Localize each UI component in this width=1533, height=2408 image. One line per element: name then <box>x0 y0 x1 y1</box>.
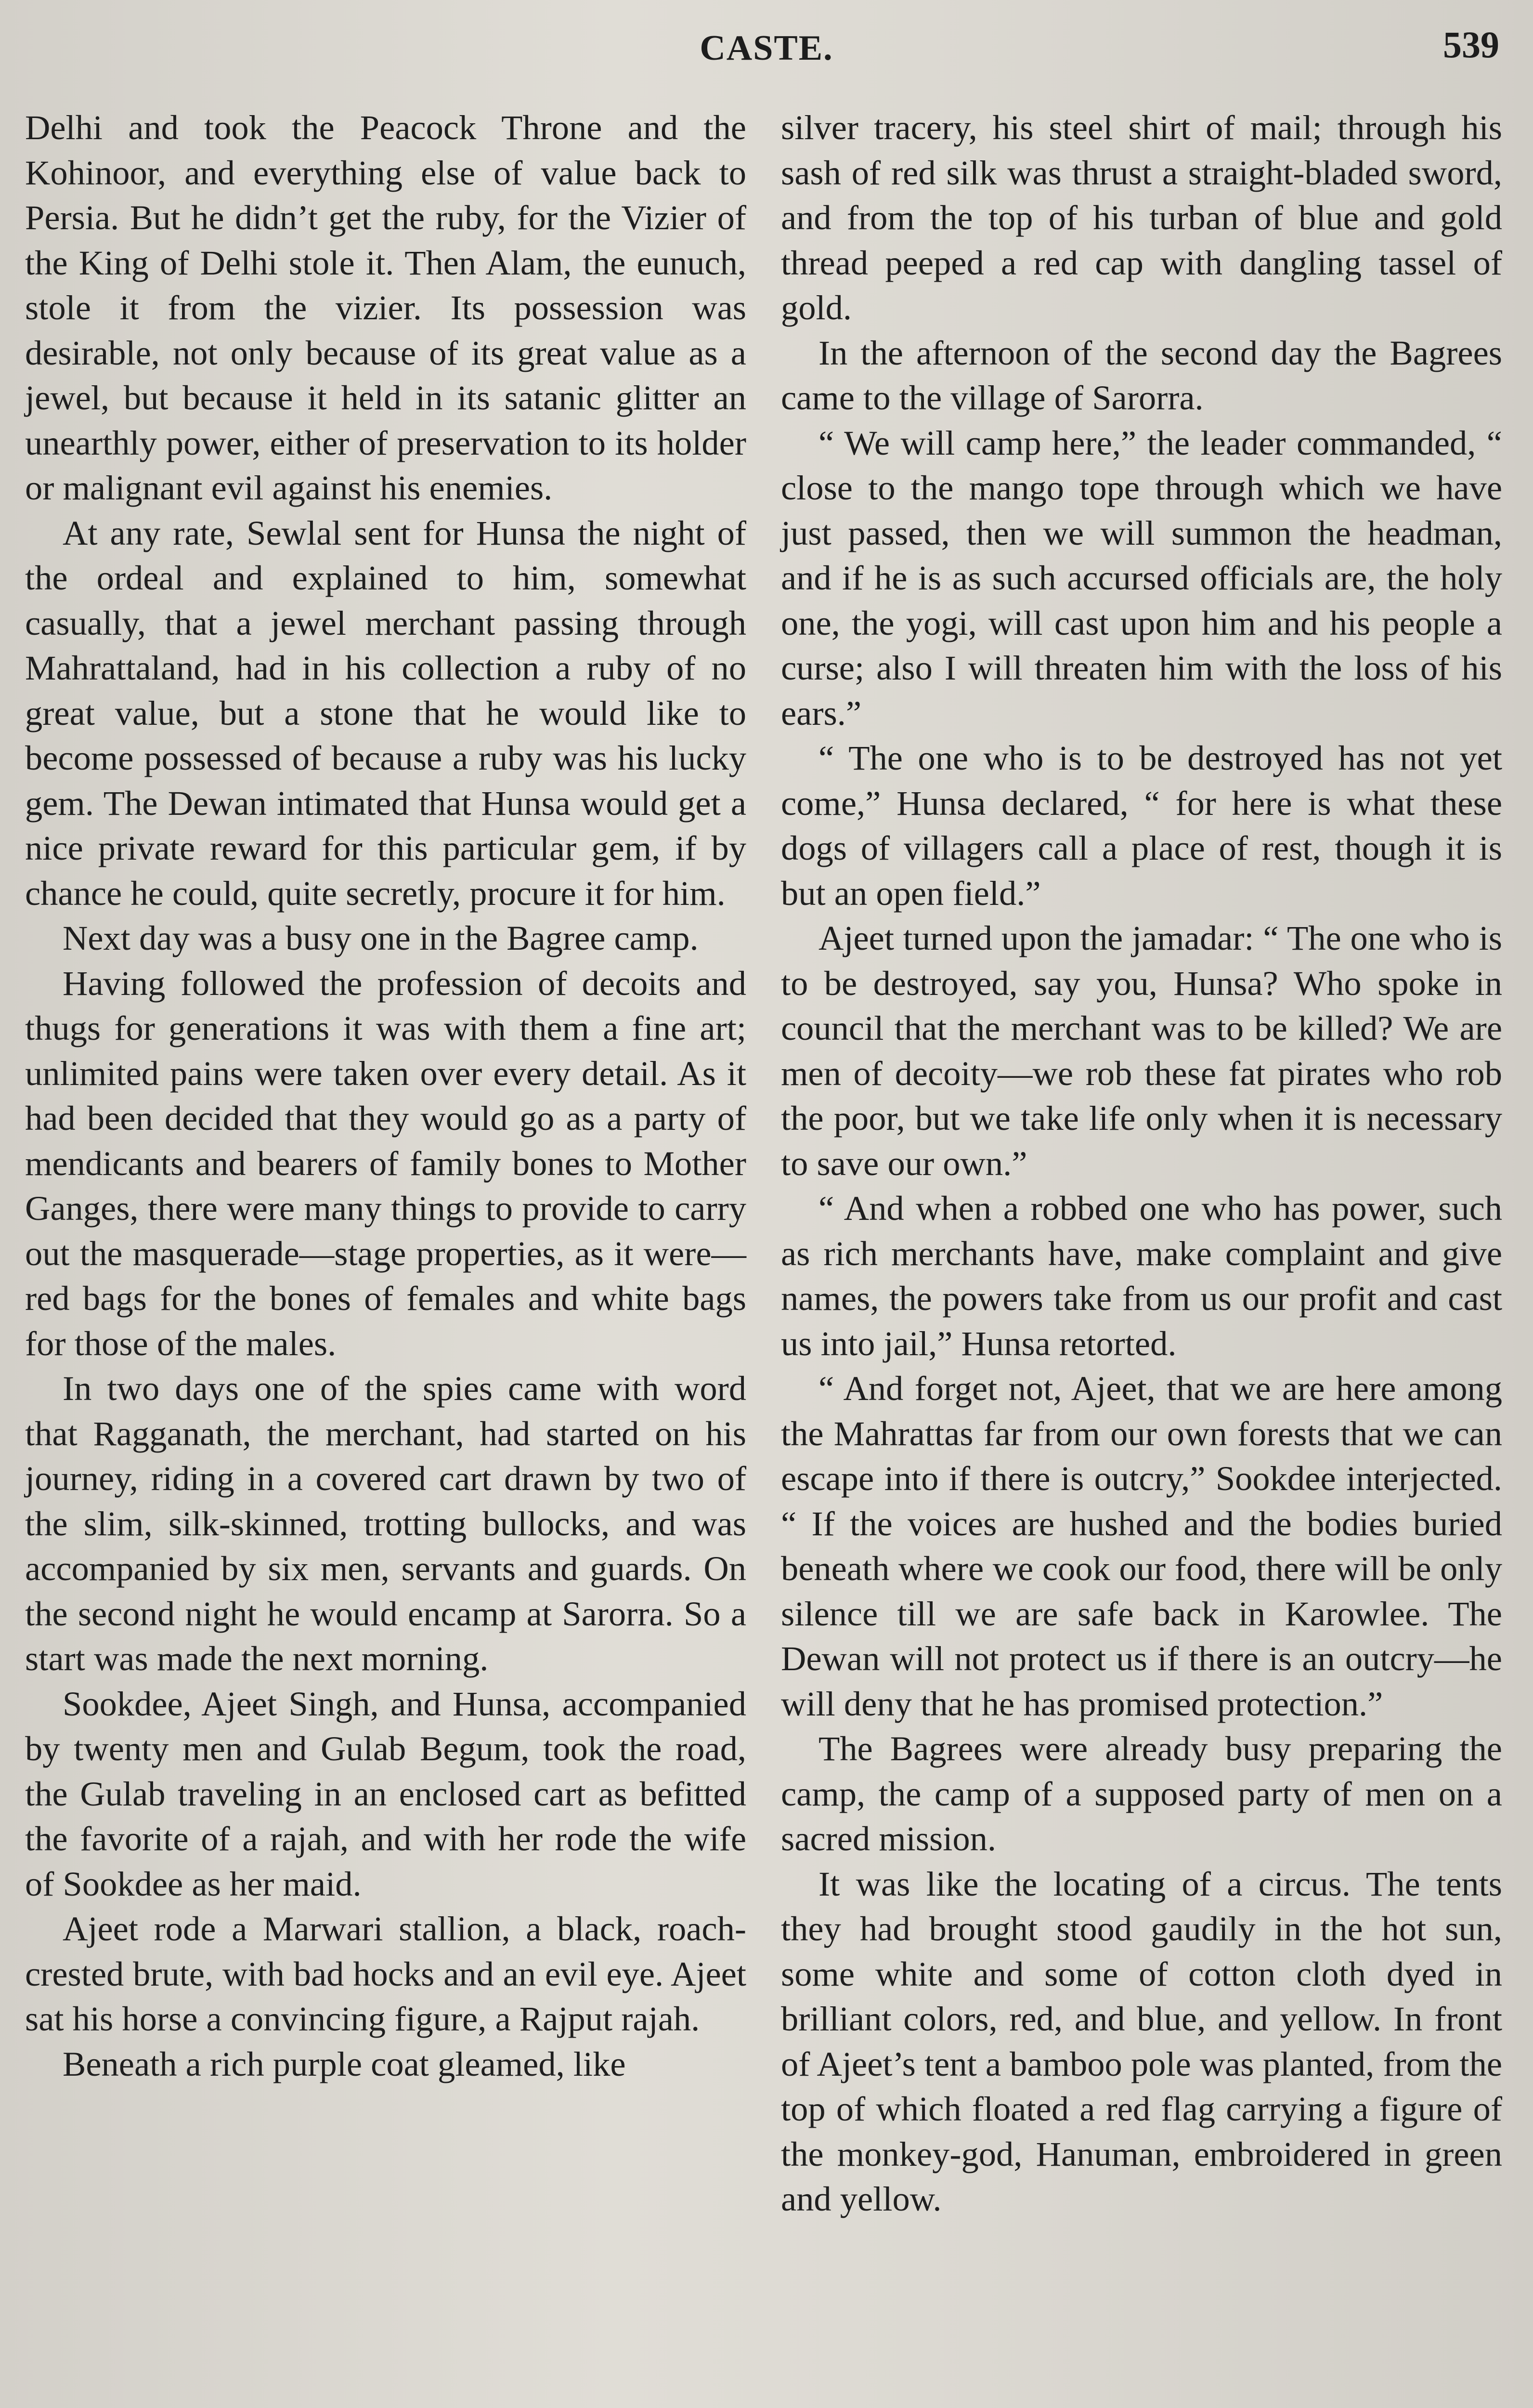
paragraph: The Bagrees were already busy preparing the camp, the camp of a supposed party of men on a sacred mission. <box>781 1729 1502 1858</box>
paragraph: “ We will camp here,” the leader commanded, “ close to the mango tope through which we have just passed, then we will summon the headman, and if he is as such accursed officials are, the holy one, the yogi, will cast upon him and his people a curse; also I will threaten him with the loss of his ears.” <box>781 423 1502 733</box>
paragraph: Delhi and took the Peacock Throne and the Kohinoor, and everything else of value back to Persia. But he didn’t get the ruby, for the Vizier of the King of Delhi stole it. Then Alam, the eunuch, stole it from the vizier. Its possession was desirable, not only because of its great value as a jewel, but because it held in its satanic glitter an unearthly power, either of preservation to its holder or malignant evil against his enemies. <box>25 108 746 507</box>
paragraph: It was like the locating of a circus. The tents they had brought stood gaudily in the hot sun, some white and some of cotton cloth dyed in brilliant colors, red, and blue, and yellow. In front of Ajeet’s tent a bamboo pole was planted, from the top of which floated a red flag carrying a figure of the monkey-god, Hanuman, embroidered in green and yellow. <box>781 1864 1502 2218</box>
paragraph: Having followed the profession of decoits and thugs for generations it was with them a fine art; unlimited pains were taken over every detail. As it had been decided that they would go as a party of mendicants and bearers of family bones to Mother Ganges, there were many things to provide to carry out the masquerade—stage properties, as it were—red bags for the bones of females and white bags for those of the males. <box>25 963 746 1363</box>
paragraph: Next day was a busy one in the Bagree camp. <box>63 918 699 957</box>
paragraph: In two days one of the spies came with word that Ragganath, the merchant, had started on his journey, riding in a covered cart drawn by two of the slim, silk-skinned, trotting bullocks, and was accompanied by six men, servants and guards. On the second night he would encamp at Sarorra. So a start was made the next morning. <box>25 1369 746 1678</box>
paragraph: Sookdee, Ajeet Singh, and Hunsa, accompanied by twenty men and Gulab Begum, took the road, the Gulab traveling in an enclosed cart as befitted the favorite of a rajah, and with her rode the wife of Sookdee as her maid. <box>25 1684 746 1903</box>
paragraph: In the afternoon of the second day the Bagrees came to the village of Sarorra. <box>781 333 1502 417</box>
running-head <box>0 19 1533 72</box>
page-number: 539 <box>1443 24 1499 65</box>
paragraph: “ And forget not, Ajeet, that we are here among the Mahrattas far from our own forests that we can escape into if there is outcry,” Sookdee interjected. “ If the voices are hushed and the bodies buried beneath where we cook our food, there will be only silence till we are safe back in Karowlee. The Dewan will not protect us if there is an outcry—he will deny that he has promised protection.” <box>781 1369 1502 1723</box>
paragraph: Ajeet turned upon the jamadar: “ The one who is to be destroyed, say you, Hunsa? Who spoke in council that the merchant was to be killed? We are men of decoity—we rob these fat pirates who rob the poor, but we take life only when it is necessary to save our own.” <box>781 918 1502 1183</box>
running-title: CASTE. <box>700 28 833 68</box>
paragraph: Ajeet rode a Marwari stallion, a black, roach-crested brute, with bad hocks and an evil eye. Ajeet sat his horse a convincing figure, a Rajput rajah. <box>25 1909 746 2038</box>
left-column <box>25 105 746 2086</box>
right-column <box>781 105 1502 2222</box>
paragraph: At any rate, Sewlal sent for Hunsa the night of the ordeal and explained to him, somewhat casually, that a jewel merchant passing through Mahrattaland, had in his collection a ruby of no great value, but a stone that he would like to become possessed of because a ruby was his lucky gem. The Dewan intimated that Hunsa would get a nice private reward for this particular gem, if by chance he could, quite secretly, procure it for him. <box>25 513 746 913</box>
paragraph: “ And when a robbed one who has power, such as rich merchants have, make complaint and give names, the powers take from us our profit and cast us into jail,” Hunsa retorted. <box>781 1189 1502 1363</box>
paragraph: Beneath a rich purple coat gleamed, like <box>63 2044 626 2083</box>
paragraph: silver tracery, his steel shirt of mail; through his sash of red silk was thrust a straight-bladed sword, and from the top of his turban of blue and gold thread peeped a red cap with dangling tassel of gold. <box>781 108 1502 327</box>
paragraph: “ The one who is to be destroyed has not yet come,” Hunsa declared, “ for here is what these dogs of villagers call a place of rest, though it is but an open field.” <box>781 738 1502 913</box>
